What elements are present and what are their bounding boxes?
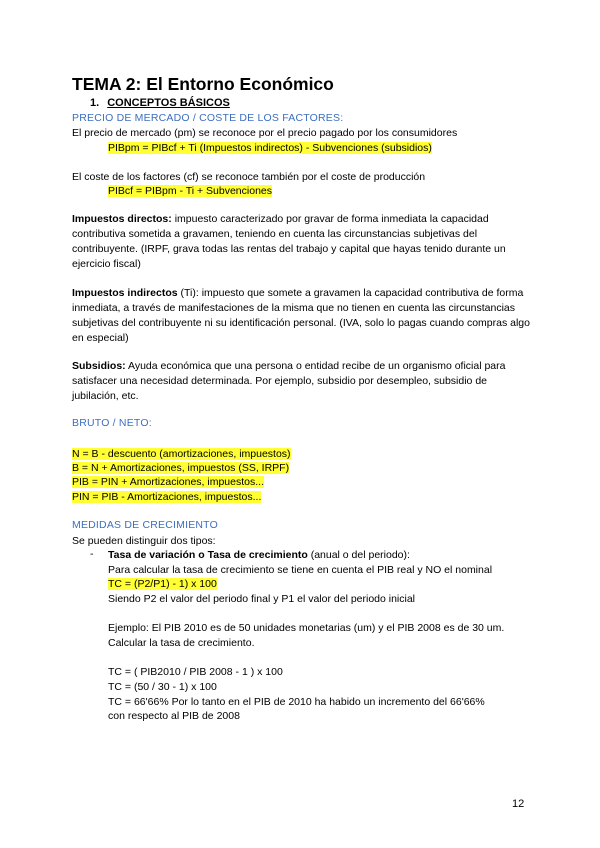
formula-highlight: N = B - descuento (amortizaciones, impuestos) [72,448,291,460]
bruto-neto-line [72,490,261,505]
formula-highlight: PIB = PIN + Amortizaciones, impuestos... [72,476,264,488]
heading-label: CONCEPTOS BÁSICOS [107,97,230,109]
numbered-heading [90,97,230,109]
section-precio-heading: PRECIO DE MERCADO / COSTE DE LOS FACTORES: [72,112,344,124]
term: Subsidios: [72,360,126,372]
calc-line: TC = ( PIB2010 / PIB 2008 - 1 ) x 100 [108,666,283,678]
formula-highlight: TC = (P2/P1) - 1) x 100 [108,578,217,590]
definition: impuesto caracterizado por gravar de forma inmediata la capacidad contributiva sometida a gravamen, teniendo en cuenta las circunstancias subjetivas del contribuyente. (IRPF, grava todas las rentas del trabajo y capital que hayas tenido durante un ejercicio fiscal) [72,213,506,270]
heading-number: 1. [90,97,100,109]
bruto-neto-line [72,475,264,490]
impuestos-directos-paragraph [72,212,532,272]
coste-factores-text: El coste de los factores (cf) se reconoce también por el coste de producción [72,171,426,183]
medidas-intro: Se pueden distinguir dos tipos: [72,535,216,547]
calc-line: TC = 66'66% Por lo tanto en el PIB de 2010 ha habido un incremento del 66'66% [108,696,485,708]
tasa-formula [108,577,217,592]
ejemplo-line: Calcular la tasa de crecimiento. [108,637,255,649]
bruto-neto-line [72,447,291,462]
formula-highlight: B = N + Amortizaciones, impuestos (SS, IRPF) [72,462,290,474]
impuestos-indirectos-paragraph [72,286,532,346]
tasa-line: Para calcular la tasa de crecimiento se tiene en cuenta el PIB real y NO el nominal [108,564,493,576]
page-number: 12 [512,798,525,810]
tasa-heading [108,548,410,563]
subsidios-paragraph [72,359,532,404]
definition: (Ti): impuesto que somete a gravamen la capacidad contributiva de forma inmediata, a través de manifestaciones de la misma que no tienen en cuenta las circunstancias subjetivas del contribuyente ni su identificación personal. (IVA, solo lo pagas cuando compras algo en especial) [72,287,530,344]
calc-line: con respecto al PIB de 2008 [108,710,240,722]
bullet-dash: - [90,548,94,560]
precio-mercado-formula [108,141,432,156]
formula-highlight: PIBcf = PIBpm - Ti + Subvenciones [108,185,272,197]
coste-factores-formula [108,184,272,199]
precio-mercado-text: El precio de mercado (pm) se reconoce por el precio pagado por los consumidores [72,127,458,139]
ejemplo-line: Ejemplo: El PIB 2010 es de 50 unidades monetarias (um) y el PIB 2008 es de 30 um. [108,622,505,634]
section-medidas-heading: MEDIDAS DE CRECIMIENTO [72,519,218,531]
term: Impuestos indirectos [72,287,178,299]
bruto-neto-line [72,461,289,476]
definition: Ayuda económica que una persona o entidad recibe de un organismo oficial para satisfacer una necesidad determinada. Por ejemplo, subsidio por desempleo, subsidio de jubilación, etc. [72,360,506,402]
term-rest: (anual o del periodo): [307,549,410,561]
formula-highlight: PIBpm = PIBcf + Ti (Impuestos indirectos) - Subvenciones (subsidios) [108,142,432,154]
section-bruto-heading: BRUTO / NETO: [72,417,152,429]
term: Impuestos directos: [72,213,172,225]
calc-line: TC = (50 / 30 - 1) x 100 [108,681,217,693]
term: Tasa de variación o Tasa de crecimiento [108,549,308,561]
page-title: TEMA 2: El Entorno Económico [72,74,334,94]
formula-highlight: PIN = PIB - Amortizaciones, impuestos... [72,491,262,503]
tasa-line: Siendo P2 el valor del periodo final y P1 el valor del periodo inicial [108,593,416,605]
